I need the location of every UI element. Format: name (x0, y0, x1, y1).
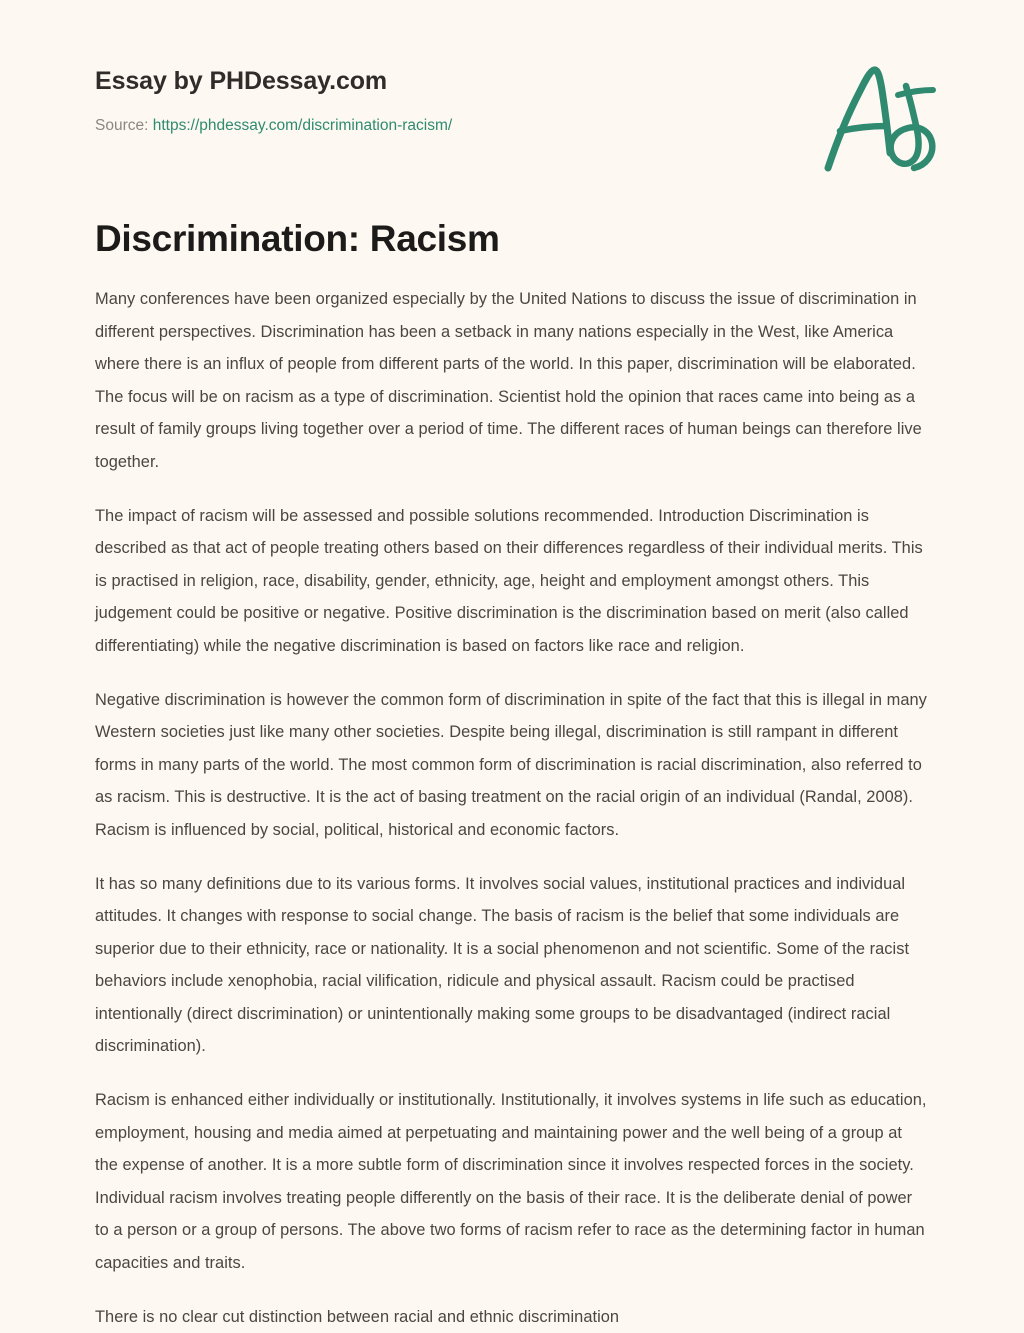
document-header (95, 66, 946, 186)
paragraph: Many conferences have been organized especially by the United Nations to discuss the issue of discrimination in different perspectives. Discrimination has been a setback in many nations especially in the West, like America where there is an influx of people from different parts of the world. In this paper, discrimination will be elaborated. The focus will be on racism as a type of discrimination. Scientist hold the opinion that races came into being as a result of family groups living together over a period of time. The different races of human beings can therefore live together. (95, 290, 922, 471)
source-url-link[interactable]: https://phdessay.com/discrimination-racism/ (152, 117, 453, 134)
paragraph: The impact of racism will be assessed and possible solutions recommended. Introduction Discrimination is described as that act of people treating others based on their differences regardless of their individual merits. This is practised in religion, race, disability, gender, ethnicity, age, height and employment amongst others. This judgement could be positive or negative. Positive discrimination is the discrimination based on merit (also called differentiating) while the negative discrimination is based on factors like race and religion. (95, 506, 923, 655)
header-text-block (95, 66, 452, 136)
paragraph: Negative discrimination is however the common form of discrimination in spite of the fact that this is illegal in many Western societies just like many other societies. Despite being illegal, discrimination is still rampant in different forms in many parts of the world. The most common form of discrimination is racial discrimination, also referred to as racism. This is destructive. It is the act of basing treatment on the racial origin of an individual (Randal, 2008). Racism is influenced by social, political, historical and economic factors. (95, 690, 927, 839)
paragraph: It has so many definitions due to its various forms. It involves social values, institutional practices and individual attitudes. It changes with response to social change. The basis of racism is the belief that some individuals are superior due to their ethnicity, race or nationality. It is a social phenomenon and not scientific. Some of the racist behaviors include xenophobia, racial vilification, ridicule and physical assault. Racism could be practised intentionally (direct discrimination) or unintentionally making some groups to be disadvantaged (indirect racial discrimination). (95, 874, 910, 1056)
page-title: Discrimination: Racism (95, 218, 500, 259)
source-line (95, 116, 452, 136)
aplus-logo-icon (816, 58, 946, 176)
essay-by-heading: Essay by PHDessay.com (95, 67, 388, 95)
paragraph: There is no clear cut distinction between racial and ethnic discrimination (95, 1307, 620, 1326)
paragraph: Racism is enhanced either individually or institutionally. Institutionally, it involves systems in life such as education, employment, housing and media aimed at perpetuating and maintaining power and the well being of a group at the expense of another. It is a more subtle form of discrimination since it involves respected forces in the society. Individual racism involves treating people differently on the basis of their race. It is the deliberate denial of power to a person or a group of persons. The above two forms of racism refer to race as the determining factor in human capacities and traits. (95, 1091, 927, 1273)
essay-body (95, 283, 927, 1333)
source-label: Source: (95, 117, 149, 134)
